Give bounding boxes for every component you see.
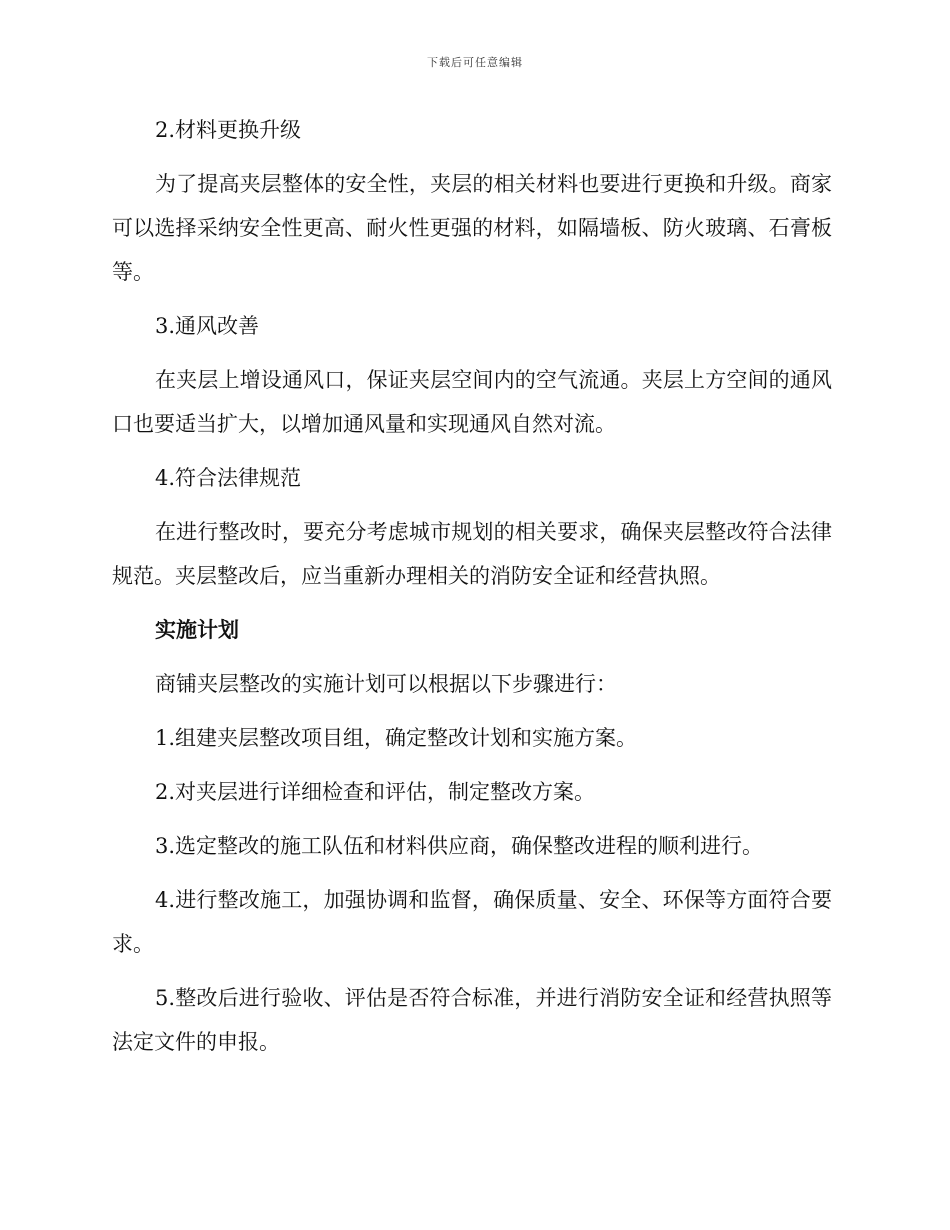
plan-step-3: 3.选定整改的施工队伍和材料供应商，确保整改进程的顺利进行。 (155, 834, 764, 858)
paragraph-material-upgrade: 为了提高夹层整体的安全性，夹层的相关材料也要进行更换和升级。商家可以选择采纳安全性更高、耐火性更强的材料，如隔墙板、防火玻璃、石膏板等。 (112, 172, 832, 284)
plan-step-5: 5.整改后进行验收、评估是否符合标准，并进行消防安全证和经营执照等法定文件的申报。 (112, 986, 832, 1054)
paragraph-legal-compliance: 在进行整改时，要充分考虑城市规划的相关要求，确保夹层整改符合法律规范。夹层整改后，应当重新办理相关的消防安全证和经营执照。 (112, 520, 832, 588)
subheading-legal-compliance: 4.符合法律规范 (155, 466, 302, 490)
section-heading-implementation-plan: 实施计划 (155, 618, 239, 642)
subheading-ventilation: 3.通风改善 (155, 314, 260, 338)
header-note: 下载后可任意编辑 (427, 56, 523, 69)
subheading-material-upgrade: 2.材料更换升级 (155, 118, 302, 142)
paragraph-plan-intro: 商铺夹层整改的实施计划可以根据以下步骤进行： (155, 672, 617, 696)
paragraph-ventilation: 在夹层上增设通风口，保证夹层空间内的空气流通。夹层上方空间的通风口也要适当扩大，以增加通风量和实现通风自然对流。 (112, 368, 832, 436)
document-body (112, 108, 832, 1064)
plan-step-1: 1.组建夹层整改项目组，确定整改计划和实施方案。 (155, 726, 638, 750)
plan-step-2: 2.对夹层进行详细检查和评估，制定整改方案。 (155, 780, 596, 804)
plan-step-4: 4.进行整改施工，加强协调和监督，确保质量、安全、环保等方面符合要求。 (112, 888, 832, 956)
